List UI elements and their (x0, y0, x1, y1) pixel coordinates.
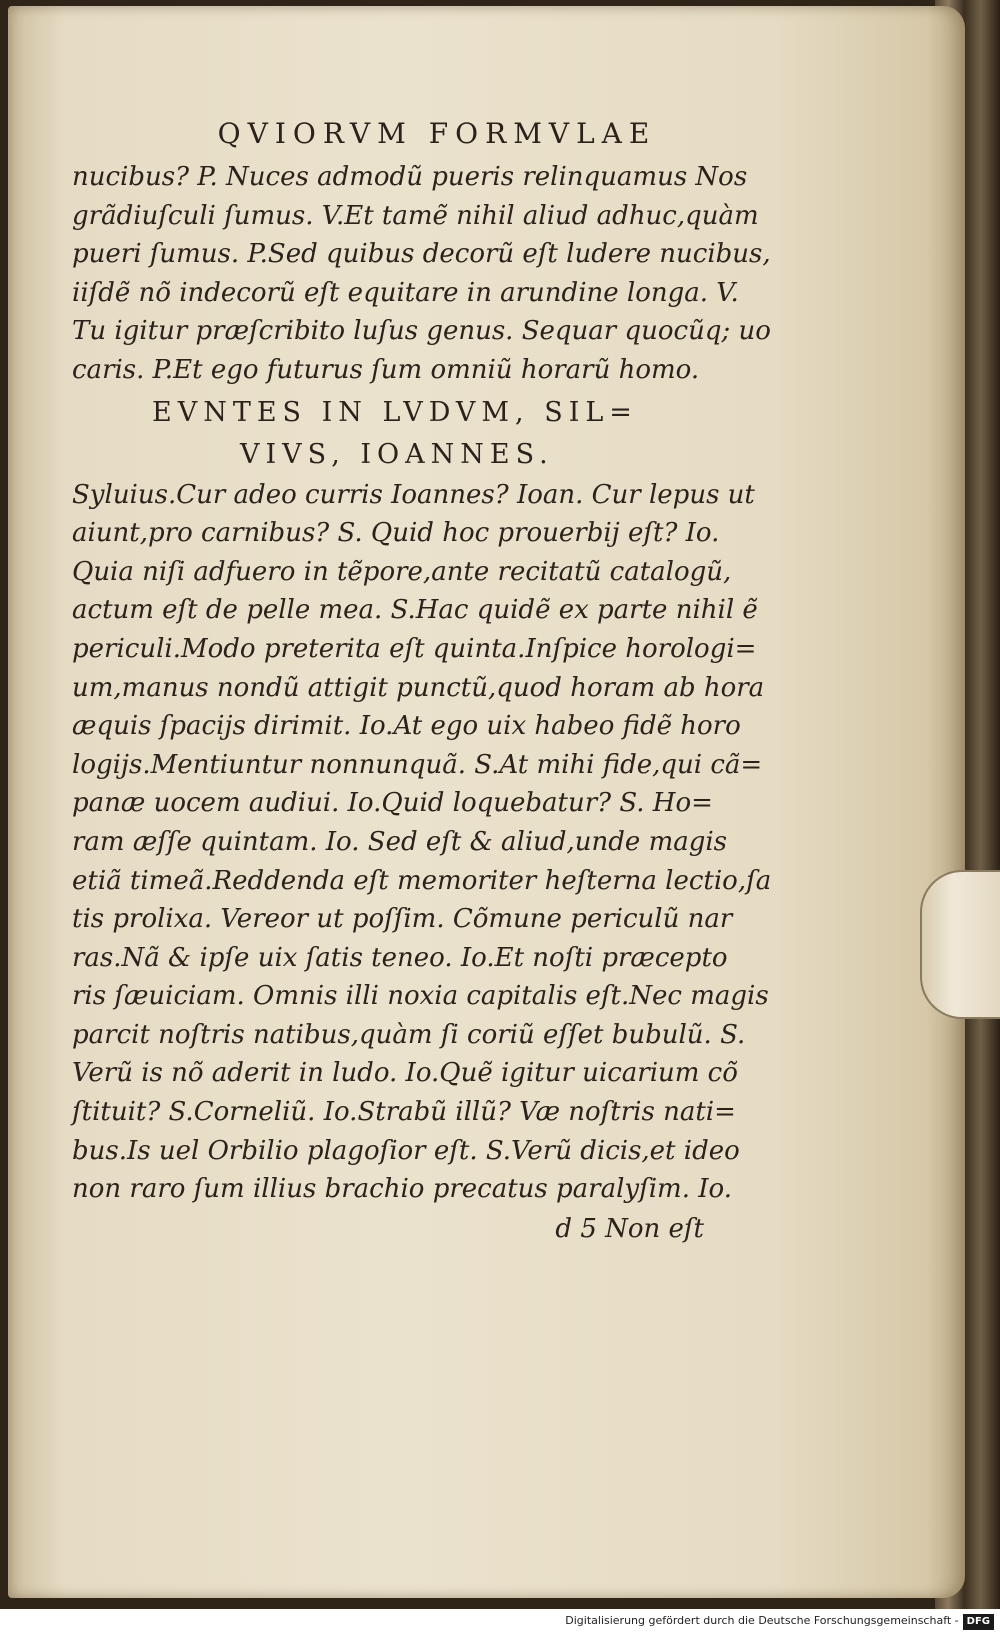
running-head: QVIORVM FORMVLAE (217, 117, 657, 150)
text-line: ras.Nã & ipſe uix ſatis teneo. Io.Et noſti præcepto (72, 942, 728, 973)
text-line: parcit noſtris natibus,quàm ſi coriũ eſſet bubulũ. S. (72, 1019, 746, 1050)
text-line: ram æſſe quintam. Io. Sed eſt & aliud,unde magis (72, 826, 728, 857)
text-block-1 (72, 158, 771, 390)
text-line: æquis ſpacijs dirimit. Io.At ego uix habeo fidẽ horo (72, 711, 741, 742)
footer-bar (0, 1609, 1000, 1632)
text-line: logijs.Mentiuntur nonnunquã. S.At mihi fide,qui cã= (72, 749, 763, 780)
text-line: periculi.Modo preterita eſt quinta.Inſpice horologi= (72, 633, 757, 664)
text-line: Tu igitur præſcribito luſus genus. Sequar quocũq; uo (72, 316, 771, 347)
text-line: non raro ſum illius brachio precatus paralyſim. Io. (72, 1174, 732, 1205)
text-line: iiſdẽ nõ indecorũ eſt equitare in arundine longa. V. (72, 277, 739, 308)
section-heading-line-2: VIVS, IOANNES. (240, 438, 554, 470)
text-line: panæ uocem audiui. Io.Quid loquebatur? S. Ho= (72, 788, 713, 819)
text-line: ſtituit? S.Corneliũ. Io.Strabũ illũ? Væ noſtris nati= (72, 1097, 736, 1128)
section-heading-line-1: EVNTES IN LVDVM, SIL= (152, 396, 638, 428)
text-line: Quia niſi adfuero in tẽpore,ante recitatũ catalogũ, (72, 556, 732, 587)
dfg-logo: DFG (963, 1614, 994, 1630)
text-line: um,manus nondũ attigit punctũ,quod horam ab hora (72, 672, 765, 703)
signature-catchword: d 5 Non eſt (555, 1213, 704, 1244)
text-line: Syluius.Cur adeo curris Ioannes? Ioan. Cur lepus ut (72, 479, 755, 510)
text-line: ris ſæuiciam. Omnis illi noxia capitalis eſt.Nec magis (72, 981, 769, 1012)
text-line: caris. P.Et ego futurus ſum omniũ horarũ homo. (72, 354, 700, 385)
page-clip (920, 870, 1000, 1019)
text-line: etiã timeã.Reddenda eſt memoriter heſterna lectio,ſa (72, 865, 772, 896)
text-line: nucibus? P. Nuces admodũ pueris relinquamus Nos (72, 162, 748, 192)
page-text (72, 112, 772, 1249)
text-line: bus.Is uel Orbilio plagoſior eſt. S.Verũ dicis,et ideo (72, 1135, 740, 1166)
text-line: actum eſt de pelle mea. S.Hac quidẽ ex parte nihil ẽ (72, 595, 758, 626)
text-block-2 (72, 476, 772, 1209)
text-line: Verũ is nõ aderit in ludo. Io.Quẽ igitur uicarium cõ (72, 1058, 738, 1089)
text-line: grãdiuſculi ſumus. V.Et tamẽ nihil aliud adhuc,quàm (72, 200, 759, 231)
text-line: tis prolixa. Vereor ut poſſim. Cõmune periculũ nar (72, 904, 733, 935)
text-line: aiunt,pro carnibus? S. Quid hoc prouerbij eſt? Io. (72, 518, 720, 549)
footer-credit: Digitalisierung gefördert durch die Deutsche Forschungsgemeinschaft - (565, 1614, 959, 1627)
text-line: pueri ſumus. P.Sed quibus decorũ eſt ludere nucibus, (72, 239, 771, 270)
